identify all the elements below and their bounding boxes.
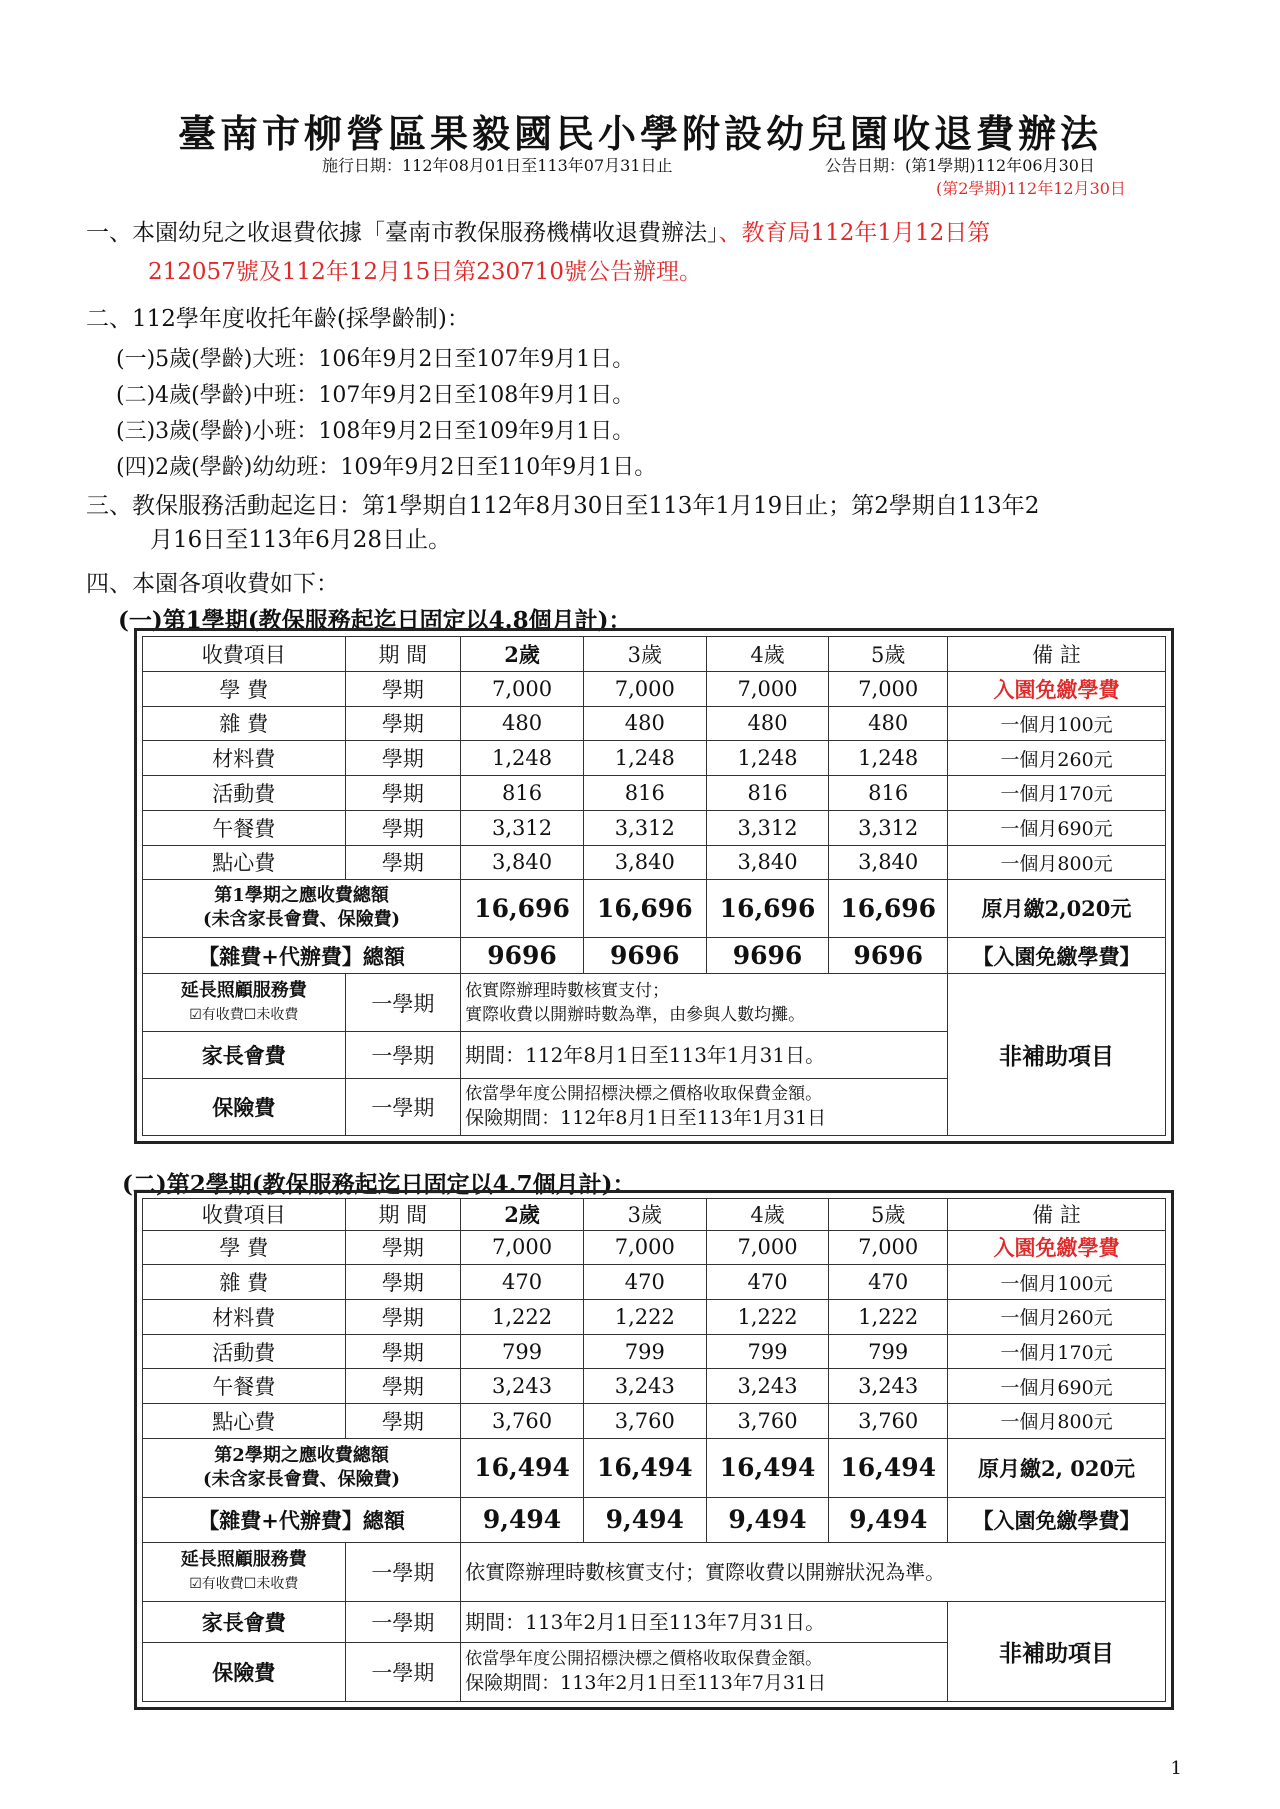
fee-item: 活動費 [143, 776, 346, 811]
table-row [143, 1300, 1166, 1335]
fee-item: 午餐費 [143, 810, 346, 845]
fee-value: 3,243 [829, 1369, 948, 1404]
total-row [143, 1438, 1166, 1497]
header-cell: 4歲 [706, 1199, 829, 1231]
extended-care-period: 一學期 [345, 1542, 461, 1601]
fee-value: 480 [583, 706, 706, 741]
table-row [143, 1369, 1166, 1404]
fee-period: 學期 [345, 810, 461, 845]
fee-value: 1,222 [461, 1300, 584, 1335]
sum-value: 9,494 [583, 1497, 706, 1542]
fee-period: 學期 [345, 1369, 461, 1404]
header-cell: 期 間 [345, 1199, 461, 1231]
fee-value: 7,000 [461, 671, 584, 706]
insurance-period: 一學期 [345, 1642, 461, 1701]
extended-care-title: 延長照顧服務費 [180, 979, 307, 1001]
sum-value: 9,494 [461, 1497, 584, 1542]
fee-value: 470 [583, 1265, 706, 1300]
fee-period: 學期 [345, 671, 461, 706]
total-label [143, 880, 461, 937]
announce-date-term1: 公告日期：(第1學期)112年06月30日 [825, 156, 1095, 175]
sum-value: 9696 [461, 937, 584, 974]
term1-fee-table [134, 628, 1174, 1144]
extended-care-period: 一學期 [345, 974, 461, 1031]
table-row [143, 776, 1166, 811]
fee-note: 入園免繳學費 [948, 671, 1166, 706]
fee-item: 午餐費 [143, 1369, 346, 1404]
total-value: 16,494 [461, 1438, 584, 1497]
fee-value: 7,000 [461, 1230, 584, 1265]
fee-period: 學期 [345, 706, 461, 741]
fee-value: 470 [829, 1265, 948, 1300]
fee-value: 7,000 [583, 671, 706, 706]
fee-note: 一個月800元 [948, 845, 1166, 880]
header-cell: 4歲 [706, 637, 829, 672]
fee-value: 799 [706, 1334, 829, 1369]
fee-item: 點心費 [143, 1404, 346, 1439]
fee-period: 學期 [345, 741, 461, 776]
effective-date: 施行日期：112年08月01日至113年07月31日止 [322, 156, 673, 175]
fee-value: 3,312 [829, 810, 948, 845]
parent-fee-period: 一學期 [345, 1601, 461, 1642]
fee-value: 7,000 [583, 1230, 706, 1265]
fee-value: 1,248 [829, 741, 948, 776]
fee-note: 入園免繳學費 [948, 1230, 1166, 1265]
fee-period: 學期 [345, 776, 461, 811]
extended-care-desc [461, 974, 948, 1031]
insurance-desc-line1: 依當學年度公開招標決標之價格收取保費金額。 [465, 1649, 823, 1670]
fee-item: 活動費 [143, 1334, 346, 1369]
fee-value: 3,840 [583, 845, 706, 880]
fee-item: 材料費 [143, 1300, 346, 1335]
fee-value: 3,243 [583, 1369, 706, 1404]
total-label [143, 1438, 461, 1497]
sum-value: 9696 [706, 937, 829, 974]
header-cell: 備 註 [948, 1199, 1166, 1231]
table-row [143, 706, 1166, 741]
total-note: 原月繳2, 020元 [948, 1438, 1166, 1497]
fee-value: 3,760 [706, 1404, 829, 1439]
insurance-desc-line1: 依當學年度公開招標決標之價格收取保費金額。 [465, 1084, 823, 1105]
header-cell: 3歲 [583, 637, 706, 672]
table-row [143, 1404, 1166, 1439]
section-1-announcement: 、教育局112年1月12日第 [718, 220, 991, 246]
extended-care-desc: 依實際辦理時數核實支付；實際收費以開辦狀況為準。 [461, 1542, 1166, 1601]
announce-date-term2: (第2學期)112年12月30日 [936, 179, 1126, 198]
fee-value: 1,222 [583, 1300, 706, 1335]
total-value: 16,696 [706, 880, 829, 937]
fee-item: 材料費 [143, 741, 346, 776]
term2-title: (二)第2學期(教保服務起迄日固定以4.7個月計)： [122, 1171, 636, 1198]
section-1-basis: 一、本園幼兒之收退費依據「臺南市教保服務機構收退費辦法」 [86, 220, 719, 246]
parent-fee-period: 一學期 [345, 1031, 461, 1078]
fee-value: 799 [461, 1334, 584, 1369]
insurance-desc [461, 1642, 948, 1701]
header-cell: 2歲 [461, 637, 584, 672]
total-value: 16,494 [706, 1438, 829, 1497]
header-cell: 收費項目 [143, 637, 346, 672]
total-value: 16,696 [583, 880, 706, 937]
fee-period: 學期 [345, 1265, 461, 1300]
fee-value: 480 [829, 706, 948, 741]
total-value: 16,696 [829, 880, 948, 937]
fee-note: 一個月100元 [948, 1265, 1166, 1300]
fee-item: 學 費 [143, 671, 346, 706]
table-row [143, 1265, 1166, 1300]
total-label-line2: (未含家長會費、保險費) [203, 1468, 401, 1490]
fee-value: 1,248 [583, 741, 706, 776]
extended-care-desc-line1: 依實際辦理時數核實支付； [465, 980, 670, 1001]
table-row [143, 741, 1166, 776]
sum-value: 9,494 [706, 1497, 829, 1542]
fee-value: 480 [461, 706, 584, 741]
sum-label: 【雜費+代辦費】總額 [143, 937, 461, 974]
total-label-line1: 第1學期之應收費總額 [214, 885, 389, 907]
fee-value: 816 [583, 776, 706, 811]
fee-note: 一個月690元 [948, 1369, 1166, 1404]
fee-note: 一個月690元 [948, 810, 1166, 845]
fee-note: 一個月800元 [948, 1404, 1166, 1439]
sum-value: 9696 [829, 937, 948, 974]
table-header-row [143, 1199, 1166, 1231]
section-3-line2: 月16日至113年6月28日止。 [150, 527, 452, 553]
parent-fee-label: 家長會費 [143, 1601, 346, 1642]
fee-value: 3,760 [583, 1404, 706, 1439]
fee-value: 470 [461, 1265, 584, 1300]
extended-care-title: 延長照顧服務費 [180, 1548, 307, 1570]
fee-item: 點心費 [143, 845, 346, 880]
extended-care-row [143, 1542, 1166, 1601]
fee-value: 7,000 [706, 671, 829, 706]
fee-value: 1,222 [829, 1300, 948, 1335]
charge-checkbox-status: ☑有收費☐未收費 [189, 1006, 299, 1023]
age-item: (三)3歲(學齡)小班：108年9月2日至109年9月1日。 [116, 419, 635, 444]
section-3-line1: 三、教保服務活動起迄日：第1學期自112年8月30日至113年1月19日止；第2學期自113年2 [86, 493, 1040, 519]
extended-care-desc-line2: 實際收費以開辦時數為準，由參與人數均攤。 [465, 1004, 806, 1025]
fee-value: 3,312 [461, 810, 584, 845]
insurance-period: 一學期 [345, 1078, 461, 1135]
page-number: 1 [1170, 1758, 1182, 1779]
fee-value: 7,000 [829, 1230, 948, 1265]
fee-value: 470 [706, 1265, 829, 1300]
section-1-line2: 212057號及112年12月15日第230710號公告辦理。 [148, 259, 703, 285]
fee-value: 480 [706, 706, 829, 741]
fee-period: 學期 [345, 1230, 461, 1265]
total-value: 16,494 [829, 1438, 948, 1497]
fee-period: 學期 [345, 845, 461, 880]
age-item: (四)2歲(學齡)幼幼班：109年9月2日至110年9月1日。 [116, 455, 657, 480]
fee-value: 799 [583, 1334, 706, 1369]
total-row [143, 880, 1166, 937]
sum-label: 【雜費+代辦費】總額 [143, 1497, 461, 1542]
sum-note: 【入園免繳學費】 [948, 937, 1166, 974]
fee-item: 雜 費 [143, 706, 346, 741]
parent-fee-desc: 期間：112年8月1日至113年1月31日。 [461, 1031, 948, 1078]
header-cell: 備 註 [948, 637, 1166, 672]
fee-note: 一個月260元 [948, 1300, 1166, 1335]
header-cell: 2歲 [461, 1199, 584, 1231]
charge-checkbox-status: ☑有收費☐未收費 [189, 1575, 299, 1592]
table-row [143, 671, 1166, 706]
insurance-desc-line2: 保險期間：112年8月1日至113年1月31日 [465, 1107, 827, 1130]
header-cell: 3歲 [583, 1199, 706, 1231]
insurance-label: 保險費 [143, 1078, 346, 1135]
parent-fee-desc: 期間：113年2月1日至113年7月31日。 [461, 1601, 948, 1642]
fee-value: 1,248 [461, 741, 584, 776]
term1-title: (一)第1學期(教保服務起迄日固定以4.8個月計)： [118, 607, 632, 634]
total-label-line2: (未含家長會費、保險費) [203, 909, 401, 931]
fee-value: 3,760 [461, 1404, 584, 1439]
fee-value: 816 [829, 776, 948, 811]
parent-fee-row [143, 1601, 1166, 1642]
fee-value: 3,840 [706, 845, 829, 880]
total-value: 16,696 [461, 880, 584, 937]
extended-care-label [143, 1542, 346, 1601]
age-item: (二)4歲(學齡)中班：107年9月2日至108年9月1日。 [116, 383, 635, 408]
non-subsidy-note: 非補助項目 [948, 1601, 1166, 1701]
table-row [143, 1334, 1166, 1369]
extended-care-label [143, 974, 346, 1031]
page-title: 臺南市柳營區果毅國民小學附設幼兒園收退費辦法 [177, 111, 1102, 156]
fee-value: 799 [829, 1334, 948, 1369]
sum-value: 9,494 [829, 1497, 948, 1542]
table-row [143, 845, 1166, 880]
section-4-title: 四、本園各項收費如下： [86, 571, 339, 597]
fee-value: 3,760 [829, 1404, 948, 1439]
header-cell: 5歲 [829, 637, 948, 672]
fee-value: 1,222 [706, 1300, 829, 1335]
sum-row [143, 937, 1166, 974]
fee-period: 學期 [345, 1300, 461, 1335]
fee-value: 816 [461, 776, 584, 811]
fee-value: 7,000 [829, 671, 948, 706]
fee-note: 一個月170元 [948, 776, 1166, 811]
table-row [143, 1230, 1166, 1265]
header-cell: 期 間 [345, 637, 461, 672]
fee-note: 一個月260元 [948, 741, 1166, 776]
fee-value: 3,840 [829, 845, 948, 880]
fee-value: 3,312 [583, 810, 706, 845]
fee-note: 一個月100元 [948, 706, 1166, 741]
fee-item: 學 費 [143, 1230, 346, 1265]
sum-value: 9696 [583, 937, 706, 974]
fee-value: 3,243 [706, 1369, 829, 1404]
fee-period: 學期 [345, 1404, 461, 1439]
insurance-label: 保險費 [143, 1642, 346, 1701]
age-item: (一)5歲(學齡)大班：106年9月2日至107年9月1日。 [116, 347, 635, 372]
term2-fee-table [134, 1190, 1174, 1710]
insurance-desc [461, 1078, 948, 1135]
header-cell: 5歲 [829, 1199, 948, 1231]
fee-item: 雜 費 [143, 1265, 346, 1300]
fee-note: 一個月170元 [948, 1334, 1166, 1369]
table-row [143, 810, 1166, 845]
total-value: 16,494 [583, 1438, 706, 1497]
total-label-line1: 第2學期之應收費總額 [214, 1444, 389, 1466]
parent-fee-label: 家長會費 [143, 1031, 346, 1078]
fee-value: 3,840 [461, 845, 584, 880]
header-cell: 收費項目 [143, 1199, 346, 1231]
total-note: 原月繳2,020元 [948, 880, 1166, 937]
section-1-line1 [86, 215, 990, 251]
insurance-desc-line2: 保險期間：113年2月1日至113年7月31日 [465, 1672, 827, 1695]
fee-value: 816 [706, 776, 829, 811]
fee-period: 學期 [345, 1334, 461, 1369]
fee-value: 1,248 [706, 741, 829, 776]
fee-value: 3,243 [461, 1369, 584, 1404]
section-2-title: 二、112學年度收托年齡(採學齡制)： [86, 306, 470, 332]
sum-note: 【入園免繳學費】 [948, 1497, 1166, 1542]
fee-value: 7,000 [706, 1230, 829, 1265]
sum-row [143, 1497, 1166, 1542]
table-header-row [143, 637, 1166, 672]
fee-value: 3,312 [706, 810, 829, 845]
extended-care-row [143, 974, 1166, 1031]
non-subsidy-note: 非補助項目 [948, 974, 1166, 1136]
